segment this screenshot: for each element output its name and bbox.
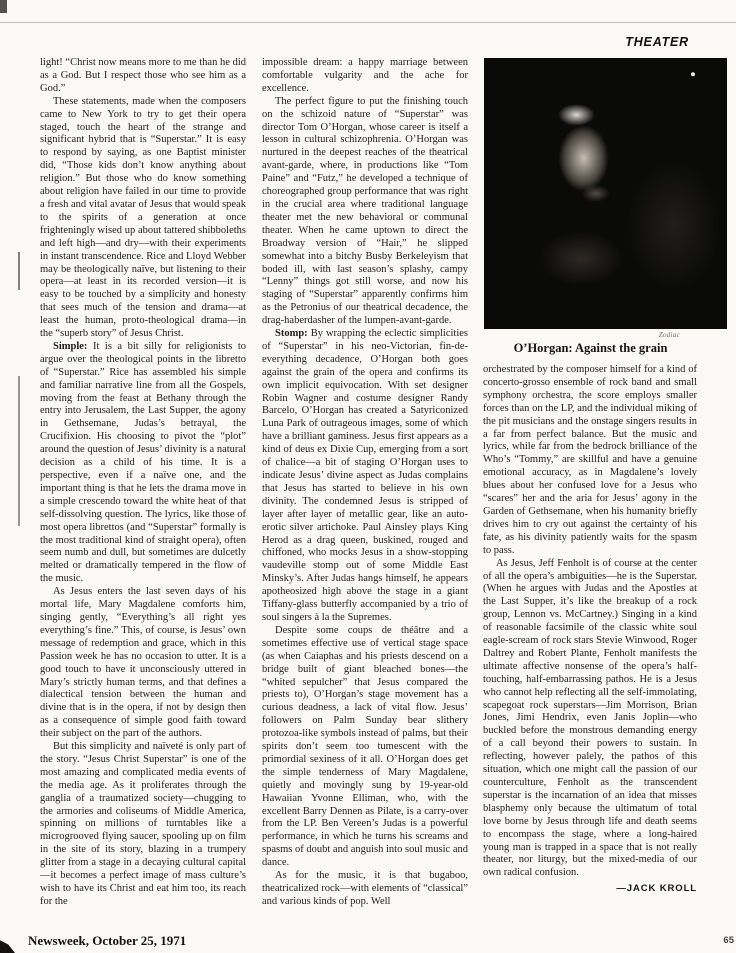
magazine-issue-footer: Newsweek, October 25, 1971: [28, 933, 187, 948]
paragraph-lead: Simple:: [53, 340, 93, 352]
article-column-2: [262, 57, 468, 909]
page-number: 65: [723, 935, 734, 946]
article-paragraph: [262, 328, 468, 625]
article-paragraph: impossible dream: a happy marriage between comfortable vulgarity and the ache for excellence.: [262, 57, 468, 94]
article-paragraph: These statements, made when the composers came to New York to try to get their opera staged, touch the heart of the strange and significant hybrid that is “Superstar.” It is easy to respond by saying, as one Baptist minister did, “Those kids don’t know anything about religion.” But those who do know something about religion have failed in our time to provide a fresh and vital avatar of Jesus that would speak to the spirits of a generation at once frighteningly wised up about tattered shibboleths and left high—and dry—with their experiments in instant transcendence. Rice and Lloyd Webber may be theologically naïve, but listening to their opera—at least in its recorded version—it is easy to be touched by a simplicity and honesty that sees much of the tension and drama—at least the human, proto-theological drama—in the “superb story” of Jesus Christ.: [40, 95, 246, 340]
article-paragraph: The perfect figure to put the finishing touch on the schizoid nature of “Superstar” was director Tom O’Horgan, whose career is itself a lesson in cultural schizophrenia. O’Horgan was nurtured in the deepest reaches of the theatrical avant-garde, where, in productions like “Tom Paine” and “Futz,” he developed a technique of choreographed group performance that was right in the crucial area where traditional language theater met the new behavioral or communal theater. When he came uptown to direct the Broadway version of “Hair,” he slipped somewhat into a bitchy Busby Berkeleyism that boded ill, with last season’s splashy, campy “Lenny” things got still worse, and now his staging of “Superstar” apparently confirms him as the Petronius of our theatrical decadence, the drag-haberdasher of the lumpen-avant-garde.: [262, 95, 468, 327]
photo-caption: O’Horgan: Against the grain: [513, 341, 668, 355]
scan-artifact-edge-dash: [18, 376, 20, 526]
paragraph-text: By wrapping the eclectic simplicities of “Superstar” in his neo-Victorian, fin-de-everything decadence, O’Horgan both goes against the grain of the opera and confirms its own implicit equivocation. With set designer Robin Wagner and costume designer Randy Barcelo, O’Horgan has created a Satyriconized Luna Park of outrageous images, some of which have a brilliant gaminess. Jesus first appears as a kind of deus ex Dixie Cup, emerging from a sort of chalice—a bit of staging O’Horgan uses to indicate Jesus’ divine aspect as Judas complains that Jesus has started to believe in his own divinity. The condemned Jesus is stripped of layer after layer of metallic gear, like an auto-erotic silver artichoke. Paul Ainsley plays King Herod as a drag queen, buskined, rouged and chiffoned, who mocks Jesus in a show-stopping vaudeville stomp out of some Middle East Minsky’s. After Judas hangs himself, he appears apotheosized high above the stage in a giant Tiffany-glass butterfly accompanied by a trio of soul singers à la the Supremes.: [262, 328, 468, 623]
article-column-3: [483, 364, 697, 896]
paragraph-lead: Stomp:: [275, 328, 311, 340]
ohorgan-portrait-photo: [484, 58, 727, 329]
article-paragraph: light! “Christ now means more to me than he did as a God. But I respect those who see him as a God.”: [40, 57, 246, 94]
article-paragraph: [40, 341, 246, 586]
article-paragraph: But this simplicity and naïveté is only part of the story. “Jesus Christ Superstar” is one of the most amazing and complicated media events of the media age. As it proliferates through the ganglia of a traumatized society—chugging to the armories and coliseums of Middle America, spinning on millions of turntables like a microgrooved flying saucer, spooling up on film in the site of its story, blazing in a trumpery glitter from a stage in a decaying cultural capital—it becomes a perfect image of mass culture’s wish to have its Christ and eat him too, its reach for the: [40, 741, 246, 907]
article-column-1: [40, 57, 246, 909]
article-paragraph: Despite some coups de théâtre and a sometimes effective use of vertical stage space (as when Caiaphas and his priests descend on a bridge built of giant bleached bones—the “whited sepulcher” that Jesus compared the priests to), O’Horgan’s stage movement has a curious deadness, a lack of vital flow. Jesus’ followers on Palm Sunday bear slithery protozoa-like symbols instead of palms, but their spirits don’t seem too tumescent with the primordial sexiness of it all. O’Horgan does get the simple tenderness of Mary Magdalene, quietly and movingly sung by 19-year-old Hawaiian Yvonne Elliman, who, with the excellent Barry Dennen as Pilate, is a carry-over from the LP. Ben Vereen’s Judas is a powerful performance, in which he turns his screams and spasms of doubt and anguish into soul music and dance.: [262, 624, 468, 869]
scan-artifact-top-hairline: [0, 22, 736, 23]
scan-artifact-corner-smudge: [0, 936, 15, 953]
scan-artifact-edge-dash: [18, 252, 20, 290]
author-byline: —JACK KROLL: [616, 883, 697, 895]
photo-credit: Zodiac: [658, 331, 680, 339]
article-paragraph: As Jesus enters the last seven days of his mortal life, Mary Magdalene comforts him, singing gently, “Everything’s all right yes everything’s fine.” This, of course, is Jesus’ own message of redemption and grace, which in this Passion week he has no occasion to utter. It is a good touch to have it unconsciously uttered in Mary’s strictly human terms, and that defines a dialectical tension between the human and divine that is in the opera, if not by design then as a consequence of simple good faith toward their subject on the part of the authors.: [40, 586, 246, 740]
scan-artifact-corner-nub: [0, 0, 7, 13]
article-paragraph: As for the music, it is that bugaboo, theatricalized rock—with elements of “classical” and various kinds of pop. Well: [262, 870, 468, 907]
article-paragraph: As Jesus, Jeff Fenholt is of course at the center of all the opera’s ambiguities—he is the Superstar. (When he argues with Judas and the Apostles at the Last Supper, it’s like the breakup of a rock group, Lennon vs. McCartney.) Singing in a kind of reasonable facsimile of the classic white soul eagle-scream of rock stars Stevie Winwood, Roger Daltrey and Robert Plante, Fenholt manifests the ultimate affective nonsense of the opera’s half-touching, half-embarrassing pathos. He is a Jesus who cannot help reflecting all the self-immolating, scapegoat rock superstars—Jim Morrison, Brian Jones, Jimi Hendrix, even Janis Joplin—who buckled before the monstrous demanding energy of a call beyond their powers to sustain. In reflecting, however palely, the pathos of this situation, which one might call the passion of our counterculture, Fenholt as the transcendent superstar is the incarnation of an idea that misses blasphemy only because the ultimatum of total love borne by Jesus through life and death seems to encompass the stage, where a long-haired young man is trapped in a space that is not really theater, nor liturgy, but the mixed-media of our own radical confusion.: [483, 557, 697, 879]
paragraph-text: It is a bit silly for religionists to argue over the theological points in the libretto of “Superstar.” Rice has assembled his simple and familiar narrative line from all the Gospels, moving from the feast at Bethany through the entry into Jerusalem, the Last Supper, the agony in Gethsemane, Judas’s betrayal, the Crucifixion. His choosing to pivot the “plot” around the question of Jesus’ divinity is a natural decision as a child of his time. It is a perspective, even if a naïve one, and the important thing is that he lets the drama move in a simple crescendo toward the white heat of that self-dissolving question. The lyrics, like those of most opera librettos (and “Superstar” formally is the most traditional kind of straight opera), often seem numb and dull, but sometimes are dulcetly melted or dramatically tempered in the flow of the music.: [40, 340, 246, 585]
article-paragraph: orchestrated by the composer himself for a kind of concerto-grosso ensemble of rock band and small symphony orchestra, the score employs smaller forces than on the LP, and the individual miking of the pit musicians and the onstage singers results in a far from perfect balance. But the music and lyrics, while far from the bedrock brilliance of the Who’s “Tommy,” are skillful and have a genuine emotional accuracy, as in Magdalene’s lovely blues about her confused love for a Jesus who “scares” her and the aria for Jesus’ agony in the Garden of Gethsemane, when his humanity briefly drives him to cry out against the certainty of his fate, as his divinity patiently waits for the spasm to pass.: [483, 364, 697, 556]
section-label-theater: THEATER: [625, 35, 689, 49]
